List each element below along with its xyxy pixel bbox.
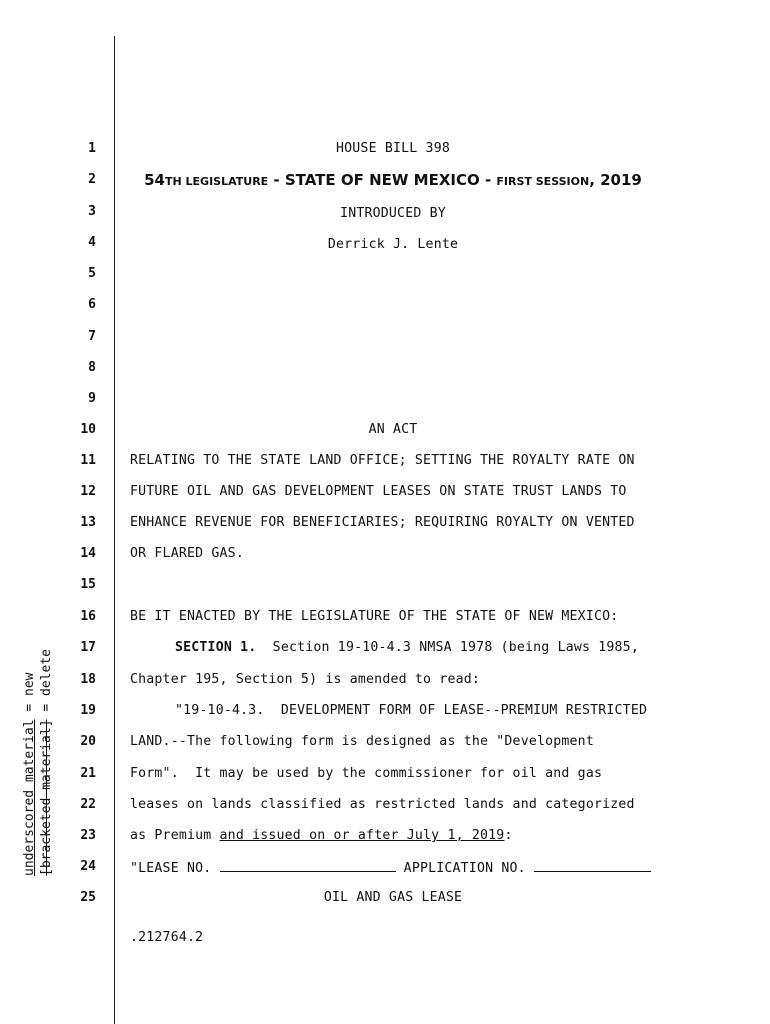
bill-number: HOUSE BILL 398: [336, 141, 450, 156]
lease-number-blank: [220, 859, 396, 872]
line-number: 18: [80, 672, 96, 687]
legend-new: underscored material = new: [22, 672, 37, 876]
line-number: 2: [88, 172, 96, 187]
enacting-clause: BE IT ENACTED BY THE LEGISLATURE OF THE STATE OF NEW MEXICO:: [130, 609, 619, 624]
line-number: 9: [88, 391, 96, 406]
document-number: .212764.2: [130, 930, 204, 945]
body-line: LAND.--The following form is designed as the "Development: [130, 734, 594, 749]
line-number: 13: [80, 515, 96, 530]
body-line: leases on lands classified as restricted lands and categorized: [130, 797, 635, 812]
line-number: 3: [88, 204, 96, 219]
lease-number-line: "LEASE NO. APPLICATION NO.: [130, 859, 651, 877]
line-number: 23: [80, 828, 96, 843]
line-number: 11: [80, 453, 96, 468]
section-label: SECTION 1.: [175, 640, 257, 655]
line-number: 14: [80, 546, 96, 561]
line-number: 8: [88, 360, 96, 375]
introduced-by: INTRODUCED BY: [340, 206, 446, 221]
line-number: 4: [88, 235, 96, 250]
sponsor-name: Derrick J. Lente: [327, 237, 459, 252]
line-number: 6: [88, 297, 96, 312]
line-number: 1: [88, 141, 96, 156]
act-line: ENHANCE REVENUE FOR BENEFICIARIES; REQUIRING ROYALTY ON VENTED: [130, 515, 635, 530]
form-title: OIL AND GAS LEASE: [323, 890, 463, 905]
line-number: 24: [80, 859, 96, 874]
line-number: 19: [80, 703, 96, 718]
body-line: as Premium and issued on or after July 1, 2019:: [130, 828, 513, 843]
line-number: 10: [80, 422, 96, 437]
act-line: OR FLARED GAS.: [130, 546, 244, 561]
line-number: 21: [80, 766, 96, 781]
statute-heading: "19-10-4.3. DEVELOPMENT FORM OF LEASE--PREMIUM RESTRICTED: [175, 703, 648, 718]
line-number: 12: [80, 484, 96, 499]
act-line: FUTURE OIL AND GAS DEVELOPMENT LEASES ON STATE TRUST LANDS TO: [130, 484, 627, 499]
margin-rule: [114, 36, 115, 1024]
line-number: 22: [80, 797, 96, 812]
line-number: 15: [80, 577, 96, 592]
legend-delete: [bracketed material] = delete: [39, 649, 54, 876]
application-number-blank: [534, 859, 651, 872]
legislature-heading: 54TH LEGISLATURE - STATE OF NEW MEXICO - FIRST SESSION, 2019: [144, 171, 642, 189]
section-line: SECTION 1. Section 19-10-4.3 NMSA 1978 (being Laws 1985,: [175, 640, 639, 655]
line-number: 7: [88, 329, 96, 344]
line-number: 20: [80, 734, 96, 749]
line-number: 16: [80, 609, 96, 624]
act-title: AN ACT: [368, 422, 418, 437]
body-line: Chapter 195, Section 5) is amended to read:: [130, 672, 481, 687]
line-number: 17: [80, 640, 96, 655]
body-line: Form". It may be used by the commissioner for oil and gas: [130, 766, 603, 781]
new-material: and issued on or after July 1, 2019: [219, 828, 505, 843]
act-line: RELATING TO THE STATE LAND OFFICE; SETTING THE ROYALTY RATE ON: [130, 453, 635, 468]
line-number: 5: [88, 266, 96, 281]
line-number: 25: [80, 890, 96, 905]
